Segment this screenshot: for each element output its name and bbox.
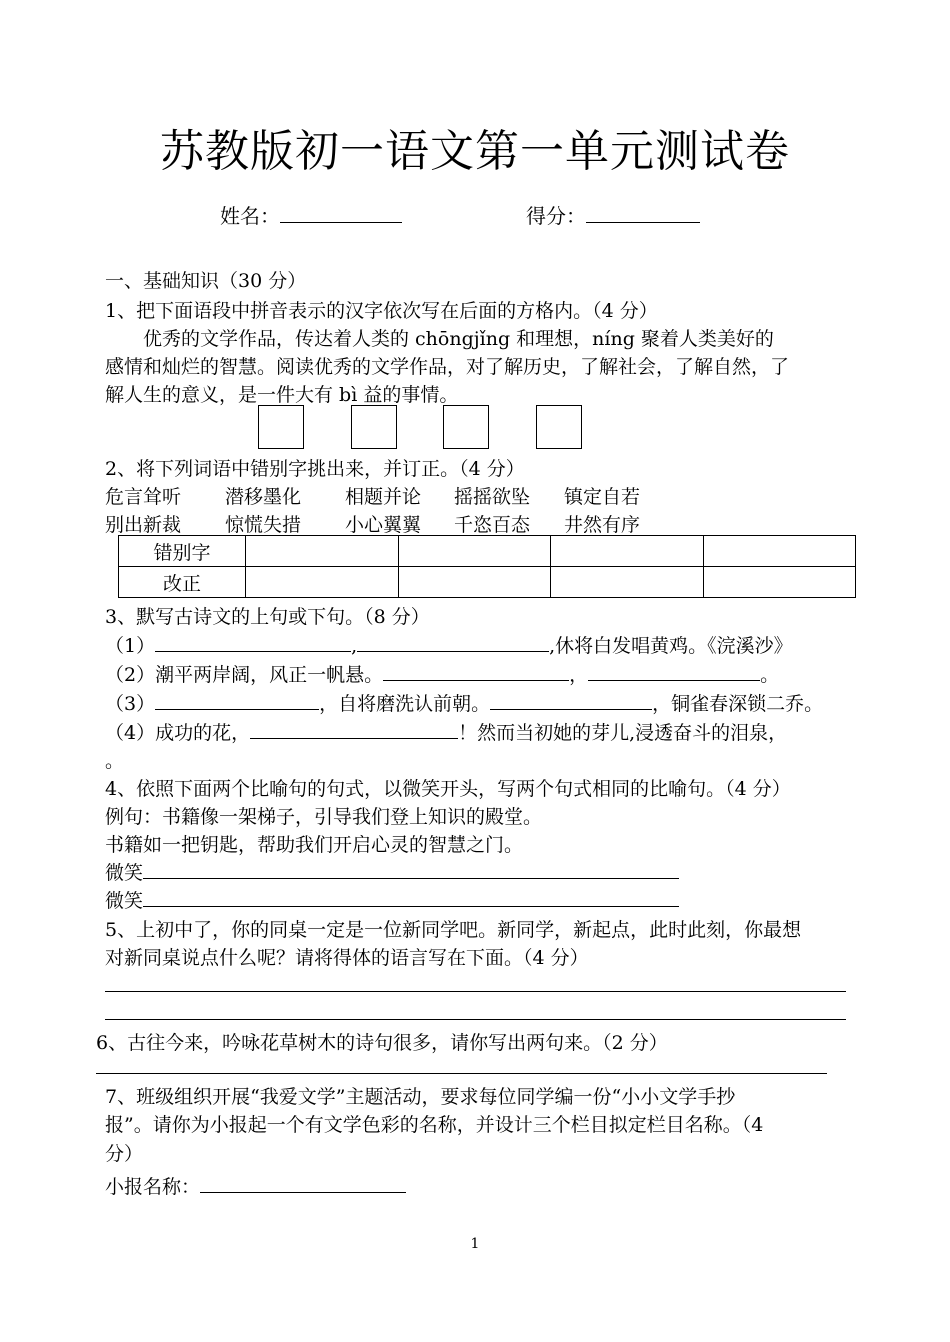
- table-cell[interactable]: [703, 567, 856, 598]
- page-number: 1: [470, 1236, 480, 1252]
- poem-line-5: 。: [105, 750, 125, 772]
- table-label: 错别字: [119, 536, 246, 567]
- word-item: 相题并论: [345, 486, 422, 508]
- question-1-stem: 1、把下面语段中拼音表示的汉字依次写在后面的方格内。（4 分）: [105, 300, 658, 322]
- score-blank[interactable]: [586, 202, 700, 223]
- word-item: 危言耸听: [105, 486, 182, 508]
- writing-line[interactable]: [96, 1073, 827, 1074]
- answer-blank[interactable]: [490, 689, 652, 710]
- answer-blank[interactable]: [155, 689, 319, 710]
- question-5-stem: 5、上初中了，你的同桌一定是一位新同学吧。新同学，新起点，此时此刻，你最想: [105, 919, 802, 941]
- answer-blank[interactable]: [250, 718, 458, 739]
- poem-text: （2）潮平两岸阔，风正一帆悬。: [105, 664, 384, 686]
- answer-blank[interactable]: [357, 631, 549, 652]
- word-item: 潜移墨化: [225, 486, 302, 508]
- table-cell[interactable]: [246, 536, 399, 567]
- answer-line-2: [105, 886, 679, 913]
- answer-blank[interactable]: [155, 631, 351, 652]
- name-field: [220, 200, 402, 229]
- poem-text: （1）: [105, 635, 156, 657]
- question-3-stem: 3、默写古诗文的上句或下句。（8 分）: [105, 606, 430, 628]
- answer-blank[interactable]: [588, 660, 760, 681]
- word-item: 千恣百态: [454, 514, 531, 536]
- answer-prompt: 微笑: [105, 862, 144, 884]
- poem-text: （4）成功的花，: [105, 722, 251, 744]
- poem-text: ，自将磨洗认前朝。: [319, 693, 491, 715]
- poem-text: ，: [569, 664, 589, 686]
- poem-line-1: [105, 631, 793, 658]
- page-title: 苏教版初一语文第一单元测试卷: [160, 126, 790, 177]
- writing-line[interactable]: [105, 991, 846, 992]
- table-cell[interactable]: [246, 567, 399, 598]
- answer-blank[interactable]: [143, 886, 679, 907]
- answer-box[interactable]: [258, 405, 304, 449]
- question-7-stem: 分）: [105, 1143, 144, 1165]
- score-field: [526, 200, 700, 229]
- table-cell[interactable]: [551, 567, 704, 598]
- correction-table: [118, 535, 856, 598]
- table-cell[interactable]: [398, 536, 551, 567]
- section-heading: 一、基础知识（30 分）: [105, 270, 307, 292]
- paper-name-field: [105, 1172, 406, 1199]
- word-item: 摇摇欲坠: [454, 486, 531, 508]
- poem-line-2: [105, 660, 779, 687]
- answer-box[interactable]: [443, 405, 489, 449]
- answer-prompt: 微笑: [105, 890, 144, 912]
- poem-text: ,休将白发唱黄鸡。《浣溪沙》: [549, 635, 793, 657]
- name-blank[interactable]: [280, 202, 402, 223]
- poem-line-3: [105, 689, 823, 716]
- question-2-stem: 2、将下列词语中错别字挑出来，并订正。（4 分）: [105, 458, 525, 480]
- score-label: 得分：: [526, 204, 586, 228]
- word-item: 小心翼翼: [345, 514, 422, 536]
- example-sentence: 书籍如一把钥匙，帮助我们开启心灵的智慧之门。: [105, 834, 524, 856]
- word-item: 镇定自若: [564, 486, 641, 508]
- answer-blank[interactable]: [143, 858, 679, 879]
- word-item: 井然有序: [564, 514, 641, 536]
- poem-text: ,: [351, 635, 358, 657]
- question-1-para-line: 解人生的意义，是一件大有 bì 益的事情。: [105, 384, 459, 406]
- name-label: 姓名：: [220, 204, 280, 228]
- word-item: 别出新裁: [105, 514, 182, 536]
- answer-box[interactable]: [536, 405, 582, 449]
- question-1-para-line: 优秀的文学作品，传达着人类的 chōngjǐng 和理想，níng 聚着人类美好的: [143, 328, 774, 350]
- table-row: [119, 536, 856, 567]
- question-5-stem: 对新同桌说点什么呢？请将得体的语言写在下面。（4 分）: [105, 947, 589, 969]
- table-label: 改正: [119, 567, 246, 598]
- question-7-stem: 报”。请你为小报起一个有文学色彩的名称，并设计三个栏目拟定栏目名称。（4: [105, 1114, 764, 1136]
- question-4-stem: 4、依照下面两个比喻句的句式，以微笑开头，写两个句式相同的比喻句。（4 分）: [105, 778, 791, 800]
- poem-text: ，铜雀春深锁二乔。: [652, 693, 824, 715]
- question-1-para-line: 感情和灿烂的智慧。阅读优秀的文学作品，对了解历史，了解社会，了解自然，了: [105, 356, 790, 378]
- answer-blank[interactable]: [383, 660, 569, 681]
- question-7-stem: 7、班级组织开展“我爱文学”主题活动，要求每位同学编一份“小小文学手抄: [105, 1086, 736, 1108]
- writing-line[interactable]: [105, 1019, 846, 1020]
- answer-line-1: [105, 858, 679, 885]
- table-row: [119, 567, 856, 598]
- poem-line-4: [105, 718, 787, 745]
- table-cell[interactable]: [398, 567, 551, 598]
- poem-text: 。: [760, 664, 780, 686]
- table-cell[interactable]: [703, 536, 856, 567]
- answer-blank[interactable]: [200, 1172, 406, 1193]
- table-cell[interactable]: [551, 536, 704, 567]
- answer-box[interactable]: [351, 405, 397, 449]
- paper-name-label: 小报名称：: [105, 1176, 201, 1198]
- example-sentence: 例句：书籍像一架梯子，引导我们登上知识的殿堂。: [105, 806, 543, 828]
- question-6-stem: 6、古往今来，吟咏花草树木的诗句很多，请你写出两句来。（2 分）: [96, 1032, 668, 1054]
- word-item: 惊慌失措: [225, 514, 302, 536]
- poem-text: （3）: [105, 693, 156, 715]
- poem-text: ！然而当初她的芽儿,浸透奋斗的泪泉，: [458, 722, 788, 744]
